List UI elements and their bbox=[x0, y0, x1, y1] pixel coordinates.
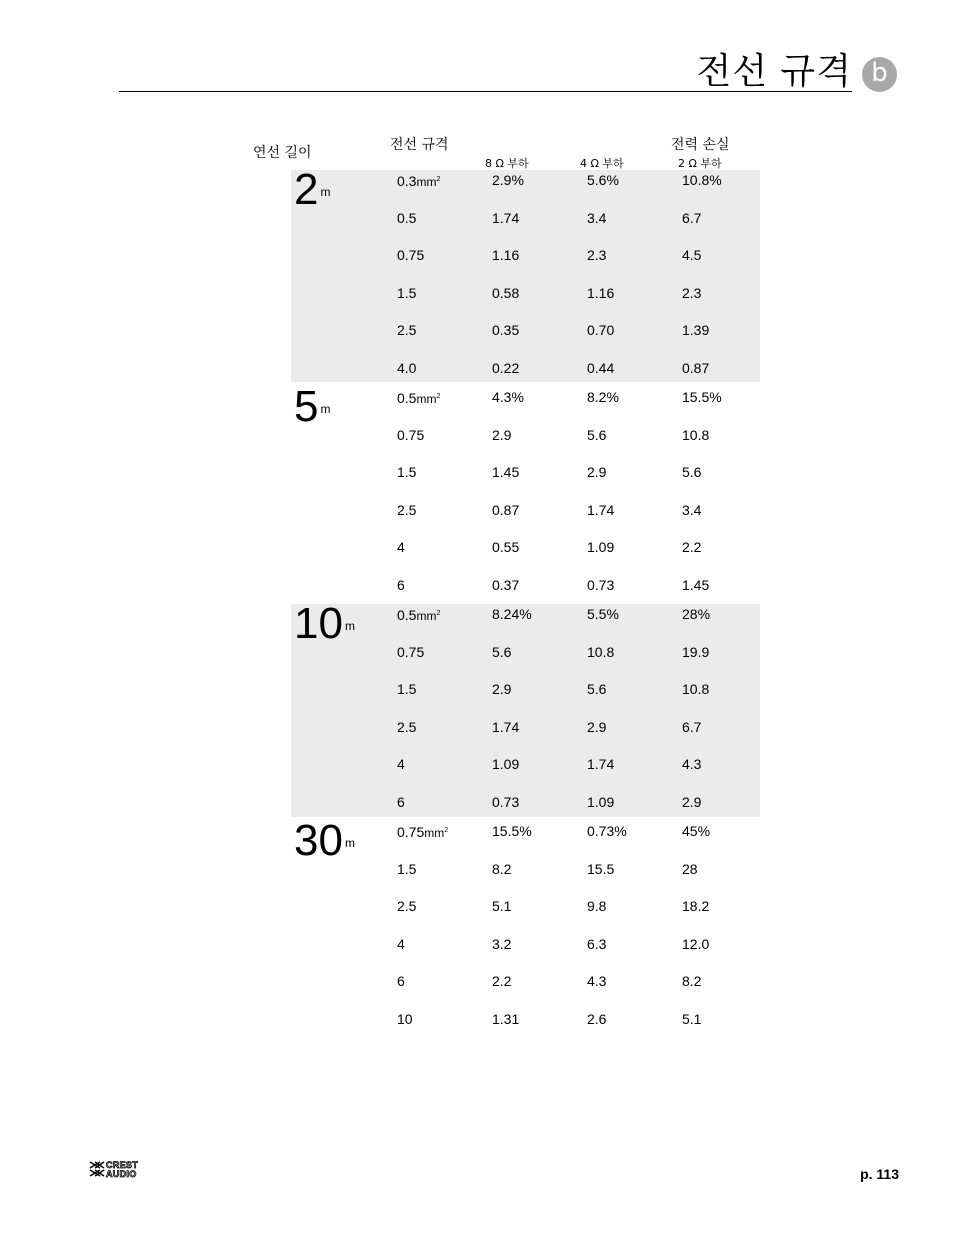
loss-8-ohm-cell bbox=[492, 936, 511, 952]
loss-8-ohm-cell-value: 1.74 bbox=[492, 209, 520, 226]
loss-8-ohm-cell-value: 2.2 bbox=[492, 973, 512, 989]
length-value: 2 bbox=[294, 165, 319, 214]
loss-2-ohm-cell-value: 5.6 bbox=[682, 464, 702, 480]
gauge-cell bbox=[397, 427, 424, 443]
loss-2-ohm-cell-value: 3.4 bbox=[682, 501, 702, 518]
loss-8-ohm-cell-value: 1.31 bbox=[492, 1010, 520, 1027]
loss-8-ohm-cell-value: 0.35 bbox=[492, 322, 520, 338]
loss-8-ohm-cell-value: 15.5% bbox=[492, 823, 532, 839]
loss-8-ohm-cell-value: 2.9 bbox=[492, 426, 512, 443]
loss-4-ohm-cell-value: 2.9 bbox=[587, 718, 607, 735]
loss-4-ohm-cell-value: 3.4 bbox=[587, 209, 607, 226]
gauge-cell bbox=[397, 606, 440, 624]
gauge-cell-value: 2.5 bbox=[397, 501, 417, 518]
loss-8-ohm-cell-value: 4.3% bbox=[492, 389, 524, 405]
gauge-unit-text: mm bbox=[416, 175, 437, 189]
loss-4-ohm-cell-value: 4.3 bbox=[587, 973, 607, 989]
loss-2-ohm-cell-value: 15.5% bbox=[682, 389, 722, 405]
gauge-cell-value: 0.5 bbox=[397, 607, 417, 623]
gauge-cell-value: 0.75 bbox=[397, 643, 425, 660]
loss-4-ohm-cell bbox=[587, 794, 614, 810]
loss-8-ohm-cell bbox=[492, 322, 519, 338]
loss-8-ohm-cell-value: 0.37 bbox=[492, 576, 520, 593]
loss-2-ohm-cell-value: 8.2 bbox=[682, 973, 702, 989]
square-exponent: 2 bbox=[436, 176, 441, 183]
loss-8-ohm-cell bbox=[492, 577, 519, 593]
gauge-cell bbox=[397, 861, 416, 877]
loss-2-ohm-cell-value: 10.8% bbox=[682, 172, 722, 188]
length-label bbox=[294, 816, 355, 865]
loss-2-ohm-cell bbox=[682, 427, 709, 443]
loss-2-ohm-cell bbox=[682, 823, 710, 839]
loss-4-ohm-cell-value: 10.8 bbox=[587, 643, 615, 660]
gauge-cell-value: 0.75 bbox=[397, 824, 425, 840]
loss-2-ohm-cell-value: 0.87 bbox=[682, 359, 710, 376]
logo-text-audio: AUDIO bbox=[106, 1169, 137, 1179]
gauge-unit-text: mm bbox=[416, 609, 437, 623]
loss-8-ohm-cell-value: 0.55 bbox=[492, 539, 520, 555]
loss-4-ohm-cell bbox=[587, 539, 614, 555]
loss-4-ohm-cell-value: 1.09 bbox=[587, 793, 615, 810]
gauge-cell bbox=[397, 285, 416, 301]
gauge-cell bbox=[397, 898, 416, 914]
gauge-cell bbox=[397, 172, 440, 190]
loss-2-ohm-cell-value: 2.2 bbox=[682, 539, 702, 555]
loss-4-ohm-cell-value: 1.74 bbox=[587, 501, 615, 518]
loss-8-ohm-cell-value: 1.16 bbox=[492, 247, 520, 263]
gauge-cell-value: 1.5 bbox=[397, 860, 417, 877]
loss-4-ohm-cell bbox=[587, 360, 614, 376]
loss-4-ohm-cell-value: 2.3 bbox=[587, 247, 607, 263]
gauge-cell bbox=[397, 794, 405, 810]
loss-4-ohm-cell bbox=[587, 577, 614, 593]
loss-8-ohm-cell-value: 8.24% bbox=[492, 606, 532, 622]
loss-8-ohm-cell bbox=[492, 389, 524, 405]
gauge-cell bbox=[397, 719, 416, 735]
loss-4-ohm-cell bbox=[587, 861, 614, 877]
loss-8-ohm-cell bbox=[492, 247, 519, 263]
length-value: 30 bbox=[294, 816, 343, 865]
loss-8-ohm-cell-value: 3.2 bbox=[492, 935, 512, 952]
gauge-cell-value: 2.5 bbox=[397, 898, 417, 914]
loss-8-ohm-cell-value: 2.9% bbox=[492, 172, 524, 188]
gauge-cell bbox=[397, 247, 424, 263]
loss-2-ohm-cell bbox=[682, 1011, 701, 1027]
loss-4-ohm-cell-value: 1.09 bbox=[587, 539, 615, 555]
gauge-cell-value: 2.5 bbox=[397, 322, 417, 338]
gauge-unit bbox=[416, 175, 440, 189]
loss-2-ohm-cell-value: 10.8 bbox=[682, 681, 710, 697]
gauge-cell-value: 0.3 bbox=[397, 173, 417, 189]
loss-4-ohm-cell-value: 5.6 bbox=[587, 681, 607, 697]
loss-4-ohm-cell bbox=[587, 719, 606, 735]
loss-4-ohm-cell bbox=[587, 973, 606, 989]
loss-4-ohm-cell bbox=[587, 756, 614, 772]
loss-8-ohm-cell bbox=[492, 861, 511, 877]
loss-4-ohm-cell bbox=[587, 389, 619, 405]
loss-2-ohm-cell bbox=[682, 898, 709, 914]
loss-2-ohm-cell bbox=[682, 389, 722, 405]
loss-2-ohm-cell-value: 28% bbox=[682, 606, 711, 622]
loss-4-ohm-cell bbox=[587, 606, 619, 622]
loss-2-ohm-cell bbox=[682, 285, 701, 301]
loss-8-ohm-cell-value: 5.6 bbox=[492, 643, 512, 660]
gauge-cell-value: 6 bbox=[397, 576, 405, 593]
gauge-cell-value: 4 bbox=[397, 539, 405, 555]
loss-4-ohm-cell bbox=[587, 681, 606, 697]
loss-8-ohm-cell-value: 1.09 bbox=[492, 756, 520, 772]
gauge-unit bbox=[416, 392, 440, 406]
loss-4-ohm-cell-value: 15.5 bbox=[587, 860, 615, 877]
gauge-cell bbox=[397, 644, 424, 660]
loss-4-ohm-cell-value: 1.16 bbox=[587, 284, 615, 301]
gauge-cell bbox=[397, 360, 416, 376]
gauge-cell bbox=[397, 389, 440, 407]
gauge-cell-value: 10 bbox=[397, 1010, 413, 1027]
loss-2-ohm-cell bbox=[682, 644, 709, 660]
loss-2-ohm-cell-value: 1.45 bbox=[682, 576, 710, 593]
gauge-cell-value: 1.5 bbox=[397, 284, 417, 301]
loss-2-ohm-cell bbox=[682, 794, 701, 810]
loss-2-ohm-cell-value: 4.3 bbox=[682, 756, 702, 772]
length-unit: m bbox=[320, 402, 331, 416]
gauge-cell bbox=[397, 539, 405, 555]
gauge-cell-value: 1.5 bbox=[397, 464, 417, 480]
logo-text-crest: CREST bbox=[106, 1160, 139, 1170]
loss-8-ohm-cell bbox=[492, 172, 524, 188]
gauge-cell bbox=[397, 1011, 413, 1027]
loss-8-ohm-cell bbox=[492, 1011, 519, 1027]
loss-8-ohm-cell bbox=[492, 606, 532, 622]
loss-8-ohm-cell bbox=[492, 539, 519, 555]
loss-4-ohm-cell-value: 0.44 bbox=[587, 359, 615, 376]
loss-4-ohm-cell-value: 1.74 bbox=[587, 756, 615, 772]
square-exponent: 2 bbox=[444, 827, 449, 834]
section-badge: b bbox=[862, 57, 897, 92]
loss-4-ohm-cell-value: 6.3 bbox=[587, 935, 607, 952]
loss-4-ohm-cell-value: 0.73 bbox=[587, 576, 615, 593]
loss-2-ohm-cell bbox=[682, 464, 701, 480]
loss-2-ohm-cell bbox=[682, 539, 701, 555]
load-8-ohm-header: 8 Ω 부하 bbox=[485, 157, 529, 170]
loss-8-ohm-cell bbox=[492, 756, 519, 772]
loss-4-ohm-cell-value: 9.8 bbox=[587, 898, 607, 914]
loss-4-ohm-cell bbox=[587, 644, 614, 660]
loss-8-ohm-cell bbox=[492, 210, 519, 226]
loss-4-ohm-cell bbox=[587, 427, 606, 443]
gauge-cell bbox=[397, 577, 405, 593]
group-shading bbox=[291, 170, 760, 382]
loss-8-ohm-cell-value: 2.9 bbox=[492, 681, 512, 697]
crest-audio-logo bbox=[88, 1159, 158, 1179]
loss-2-ohm-cell-value: 2.3 bbox=[682, 284, 702, 301]
group-shading bbox=[291, 604, 760, 817]
loss-2-ohm-cell-value: 6.7 bbox=[682, 209, 702, 226]
load-4-ohm-header: 4 Ω 부하 bbox=[580, 157, 624, 170]
gauge-cell bbox=[397, 322, 416, 338]
loss-4-ohm-cell bbox=[587, 210, 606, 226]
crest-logo-mark-icon bbox=[90, 1162, 104, 1176]
page-title: 전선 규격 bbox=[696, 51, 852, 92]
loss-2-ohm-cell-value: 4.5 bbox=[682, 247, 702, 263]
gauge-cell-value: 2.5 bbox=[397, 718, 417, 735]
loss-4-ohm-cell bbox=[587, 247, 606, 263]
length-value: 10 bbox=[294, 599, 343, 648]
loss-2-ohm-cell bbox=[682, 172, 722, 188]
loss-2-ohm-cell-value: 10.8 bbox=[682, 426, 710, 443]
header-rule bbox=[119, 91, 852, 92]
loss-8-ohm-cell-value: 0.73 bbox=[492, 793, 520, 810]
loss-2-ohm-cell-value: 28 bbox=[682, 860, 698, 877]
loss-8-ohm-cell bbox=[492, 285, 519, 301]
gauge-cell-value: 1.5 bbox=[397, 681, 417, 697]
loss-2-ohm-cell bbox=[682, 210, 701, 226]
loss-4-ohm-cell bbox=[587, 823, 627, 839]
loss-8-ohm-cell-value: 0.22 bbox=[492, 359, 520, 376]
loss-8-ohm-cell bbox=[492, 681, 511, 697]
length-unit: m bbox=[344, 836, 355, 850]
loss-4-ohm-cell bbox=[587, 898, 606, 914]
loss-4-ohm-cell-value: 5.5% bbox=[587, 606, 619, 622]
gauge-cell bbox=[397, 210, 416, 226]
gauge-cell-value: 0.5 bbox=[397, 209, 417, 226]
loss-2-ohm-cell bbox=[682, 247, 701, 263]
loss-8-ohm-cell-value: 0.58 bbox=[492, 284, 520, 301]
loss-8-ohm-cell bbox=[492, 644, 511, 660]
loss-2-ohm-cell bbox=[682, 973, 701, 989]
loss-2-ohm-cell bbox=[682, 719, 701, 735]
loss-8-ohm-cell-value: 5.1 bbox=[492, 898, 512, 914]
loss-column-header: 전력 손실 bbox=[671, 137, 730, 153]
loss-2-ohm-cell bbox=[682, 322, 709, 338]
loss-2-ohm-cell bbox=[682, 577, 709, 593]
gauge-cell bbox=[397, 936, 405, 952]
loss-2-ohm-cell-value: 12.0 bbox=[682, 935, 710, 952]
loss-2-ohm-cell bbox=[682, 360, 709, 376]
loss-4-ohm-cell-value: 0.70 bbox=[587, 322, 615, 338]
loss-8-ohm-cell bbox=[492, 360, 519, 376]
loss-4-ohm-cell bbox=[587, 285, 614, 301]
loss-4-ohm-cell bbox=[587, 464, 606, 480]
loss-2-ohm-cell-value: 6.7 bbox=[682, 718, 702, 735]
page-number: p. 113 bbox=[860, 1166, 899, 1182]
loss-4-ohm-cell bbox=[587, 172, 619, 188]
loss-8-ohm-cell-value: 0.87 bbox=[492, 501, 520, 518]
length-label bbox=[294, 599, 355, 648]
loss-8-ohm-cell bbox=[492, 794, 519, 810]
loss-4-ohm-cell-value: 2.9 bbox=[587, 464, 607, 480]
gauge-cell-value: 4 bbox=[397, 935, 405, 952]
gauge-cell-value: 6 bbox=[397, 973, 405, 989]
loss-8-ohm-cell-value: 1.74 bbox=[492, 718, 520, 735]
gauge-cell-value: 0.5 bbox=[397, 390, 417, 406]
loss-4-ohm-cell bbox=[587, 322, 614, 338]
gauge-unit-text: mm bbox=[416, 392, 437, 406]
gauge-column-header: 전선 규격 bbox=[390, 137, 449, 153]
gauge-unit bbox=[416, 609, 440, 623]
loss-8-ohm-cell bbox=[492, 719, 519, 735]
gauge-cell-value: 0.75 bbox=[397, 426, 425, 443]
gauge-cell-value: 6 bbox=[397, 793, 405, 810]
loss-2-ohm-cell-value: 2.9 bbox=[682, 793, 702, 810]
loss-2-ohm-cell-value: 19.9 bbox=[682, 643, 710, 660]
loss-8-ohm-cell bbox=[492, 973, 511, 989]
gauge-unit bbox=[424, 826, 448, 840]
loss-8-ohm-cell bbox=[492, 898, 511, 914]
loss-2-ohm-cell bbox=[682, 606, 710, 622]
loss-8-ohm-cell bbox=[492, 823, 532, 839]
gauge-cell-value: 4 bbox=[397, 756, 405, 772]
loss-8-ohm-cell-value: 1.45 bbox=[492, 464, 520, 480]
loss-8-ohm-cell-value: 8.2 bbox=[492, 860, 512, 877]
loss-4-ohm-cell bbox=[587, 1011, 606, 1027]
loss-2-ohm-cell bbox=[682, 502, 701, 518]
loss-8-ohm-cell bbox=[492, 502, 519, 518]
loss-2-ohm-cell-value: 45% bbox=[682, 823, 711, 839]
length-label bbox=[294, 165, 331, 214]
gauge-cell bbox=[397, 681, 416, 697]
length-value: 5 bbox=[294, 382, 319, 431]
gauge-unit-text: mm bbox=[424, 826, 445, 840]
loss-4-ohm-cell-value: 5.6 bbox=[587, 426, 607, 443]
loss-2-ohm-cell bbox=[682, 756, 701, 772]
loss-4-ohm-cell-value: 0.73% bbox=[587, 823, 627, 839]
gauge-cell bbox=[397, 464, 416, 480]
loss-4-ohm-cell-value: 5.6% bbox=[587, 172, 619, 188]
load-2-ohm-header: 2 Ω 부하 bbox=[678, 157, 722, 170]
length-unit: m bbox=[344, 619, 355, 633]
loss-2-ohm-cell-value: 5.1 bbox=[682, 1010, 702, 1027]
gauge-cell bbox=[397, 823, 448, 841]
loss-2-ohm-cell-value: 1.39 bbox=[682, 322, 710, 338]
loss-4-ohm-cell-value: 8.2% bbox=[587, 389, 619, 405]
loss-8-ohm-cell bbox=[492, 464, 519, 480]
square-exponent: 2 bbox=[436, 610, 441, 617]
loss-2-ohm-cell bbox=[682, 681, 709, 697]
gauge-cell-value: 4.0 bbox=[397, 359, 417, 376]
loss-2-ohm-cell-value: 18.2 bbox=[682, 898, 710, 914]
gauge-cell bbox=[397, 973, 405, 989]
loss-4-ohm-cell bbox=[587, 502, 614, 518]
loss-8-ohm-cell bbox=[492, 427, 511, 443]
square-exponent: 2 bbox=[436, 393, 441, 400]
loss-4-ohm-cell-value: 2.6 bbox=[587, 1010, 607, 1027]
loss-2-ohm-cell bbox=[682, 861, 698, 877]
length-label bbox=[294, 382, 331, 431]
gauge-cell bbox=[397, 502, 416, 518]
gauge-cell bbox=[397, 756, 405, 772]
loss-4-ohm-cell bbox=[587, 936, 606, 952]
loss-2-ohm-cell bbox=[682, 936, 709, 952]
gauge-cell-value: 0.75 bbox=[397, 247, 425, 263]
length-unit: m bbox=[320, 185, 331, 199]
length-column-header: 연선 길이 bbox=[253, 145, 312, 161]
